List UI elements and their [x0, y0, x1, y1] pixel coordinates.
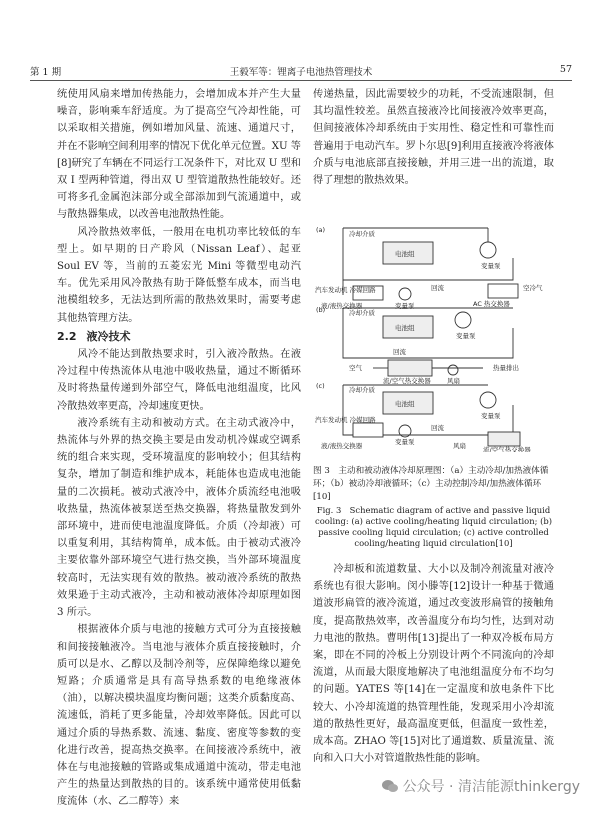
fig-c-hx2: 流/空气热交换器: [483, 446, 531, 452]
figure-caption-en: Fig. 3 Schematic diagram of active and passive liquid cooling: (a) active cooling/heating liquid circulation; (b) passive cooling liquid circulation; (c) active controlled cooling/heating liquid circulation[10]: [315, 505, 552, 548]
paragraph: 冷却板和流道数量、大小以及制冷剂流量对液冷系统也有很大影响。闵小滕等[12]设计一种基于微通道波形扁管的液冷流道，通过改变波形扁管的接触角度，提高散热效率，改善温度分布均匀性，达到对动力电池的散热。曹明伟[13]提出了一种双冷板布局方案，即在不同的冷板上分别设计两个不同流向的冷却流道，从而最大限度地解决了电池组温度分布不均匀的问题。YATES 等[14]在一定温度和放电条件下比较大、小冷却流道的热管理性能，发现采用小冷却流道的散热性更好，最高温度更低，但温度一致性差，成本高。ZHAO 等[15]对比了通道数、质量流量、流向和入口大小对管道散热性能的影响。: [313, 564, 554, 765]
figure-caption-cn: 图 3 主动和被动液体冷却原理图：（a）主动冷却/加热液体循环；（b）被动冷却液循环；（c）主动控制冷却/加热液体循环[10]: [313, 466, 549, 502]
fig-a-return: 回流: [431, 284, 444, 292]
label-a: (a): [316, 226, 326, 234]
figure-3: [313, 220, 558, 452]
fig-c-battery: 电池组: [395, 400, 415, 408]
page-header: [30, 64, 572, 81]
running-title: 王毅军等：锂离子电池热管理技术: [229, 67, 373, 78]
section-title: 液冷技术: [86, 329, 131, 343]
fig-c-hx: 液/液热交换器: [321, 442, 363, 450]
issue-number: 第 1 期: [30, 67, 62, 78]
fig-a-hx: 液/液热交换器: [321, 302, 363, 310]
fig-a-engine: 汽车发动机 冷媒回路: [315, 286, 376, 294]
section-number: 2.2: [57, 329, 77, 343]
fig-b-heat: 热量排出: [493, 364, 519, 372]
fig-a-pump: 变量泵: [481, 262, 501, 270]
paragraph: 液冷系统有主动和被动方式。在主动式液冷中，热流体与外界的热交换主要是由发动机冷媒或空调系统的组合来实现，受环境温度的影响较小；但其结构复杂，增加了制造和维护成本，耗能体也造成电池能量的二次损耗。被动式液冷中，液体介质流经电池吸收热量，热流体被泵送至热交换器，将热量散发到外部环境中，进而使电池温度降低。介质（冷却液）可以重复利用，其结构简单，成本低。由于被动式液冷主要依靠外部环境空气进行热交换，当外部环境温度较高时，无法实现有效的散热。被动液冷系统的散热效果逊于主动式液冷，主动和被动液体冷却原理如图 3 所示。: [57, 417, 301, 619]
watermark-text: 公众号 · 清洁能源thinkergy: [402, 779, 580, 795]
page-number: 57: [559, 64, 572, 75]
right-column-bottom: [313, 561, 554, 767]
left-column: [57, 86, 301, 811]
cooling-schematic: [313, 220, 558, 452]
fig-a-air: 空冷气: [523, 284, 543, 292]
fig-c-pump: 变量泵: [481, 412, 501, 420]
fig-b-hx: 流/空气热交换器: [383, 377, 431, 385]
fig-b-air: 空气: [349, 364, 362, 372]
paragraph: 统使用风扇来增加传热能力，会增加成本并产生大量噪音，影响乘车舒适度。为了提高空气冷却性能，可以采取相关措施，例如增加风量、流速、通道尺寸，并在不影响空间利用率的情况下优化单元位置。XU 等[8]研究了车辆在不同运行工况条件下，对比双 U 型和双 I 型两种管道，得出双 U 型管道散热性能较好。还可将多孔金属泡沫部分或全部添加到气流通道中，或与散热器集成，以改善电池散热性能。: [57, 89, 301, 221]
watermark: [381, 776, 580, 796]
fig-c-valve: 变量泵: [395, 438, 415, 446]
fig-b-coolant: 冷却介质: [349, 309, 375, 317]
label-c: (c): [316, 382, 325, 390]
fig-b-battery: 电池组: [395, 324, 415, 332]
right-column-top: [313, 86, 554, 189]
wechat-icon: [381, 779, 399, 793]
fig-a-coolant: 冷却介质: [349, 230, 375, 238]
label-b: (b): [316, 306, 326, 314]
fig-a-ac: AC 热交换器: [473, 300, 510, 308]
fig-c-fan: 风扇: [453, 442, 466, 450]
paragraph: 风冷不能达到散热要求时，引入液冷散热。在液冷过程中传热流体从电池中吸收热量，通过不断循环及时将热量传递到外部空气，降低电池组温度，比风冷散热效率更高，冷却速度更快。: [57, 349, 301, 412]
fig-b-fan: 风扇: [447, 377, 460, 385]
section-heading: [57, 328, 301, 345]
paragraph: 根据液体介质与电池的接触方式可分为直接接触和间接接触液冷。当电池与液体介质直接接触时，介质可以是水、乙醇以及制冷剂等，应保障绝缘以避免短路；介质通常是具有高导热系数的电绝缘液体（油），以解决模块温度均衡问题；这类介质黏度高、流速低，消耗了更多能量，冷却效率降低。因此可以通过介质的导热系数、流速、黏度、密度等参数的变化进行改善，提高热交换率。在间接液冷系统中，液体在与电池接触的管路或集成通道中流动，带走电池产生的热量达到散热的目的。该系统中通常使用低黏度流体（水、乙二醇等）来: [57, 624, 301, 808]
fig-c-engine: 汽车发动机 冷媒回路: [315, 416, 376, 424]
fig-a-battery: 电池组: [395, 250, 415, 258]
fig-c-return: 回流: [431, 424, 444, 432]
fig-a-valve: 变量泵: [395, 302, 415, 310]
fig-c-coolant: 冷却介质: [349, 386, 375, 394]
paragraph: 风冷散热效率低，一般用在电机功率比较低的车型上。如早期的日产聆风（Nissan Leaf）、起亚 Soul EV 等，当前的五菱宏光 Mini 等微型电动汽车。优先采用风冷散热有助于降低整车成本，而当电池模组较多，无法达到所需的散热效果时，需要考虑其他热管理方法。: [57, 226, 301, 324]
paragraph: 传递热量，因此需要较少的功耗，不受流速限制，但其均温性较差。虽然直接液冷比间接液冷效率更高，但间接液体冷却系统由于实用性、稳定性和可靠性而普遍用于电动汽车。罗卜尔思[9]利用直接液冷将液体介质与电池底部直接接触，并用三进一出的流道，取得了理想的散热效果。: [313, 89, 554, 187]
fig-b-return: 回流: [393, 348, 406, 356]
fig-b-pump: 变量泵: [456, 332, 476, 340]
